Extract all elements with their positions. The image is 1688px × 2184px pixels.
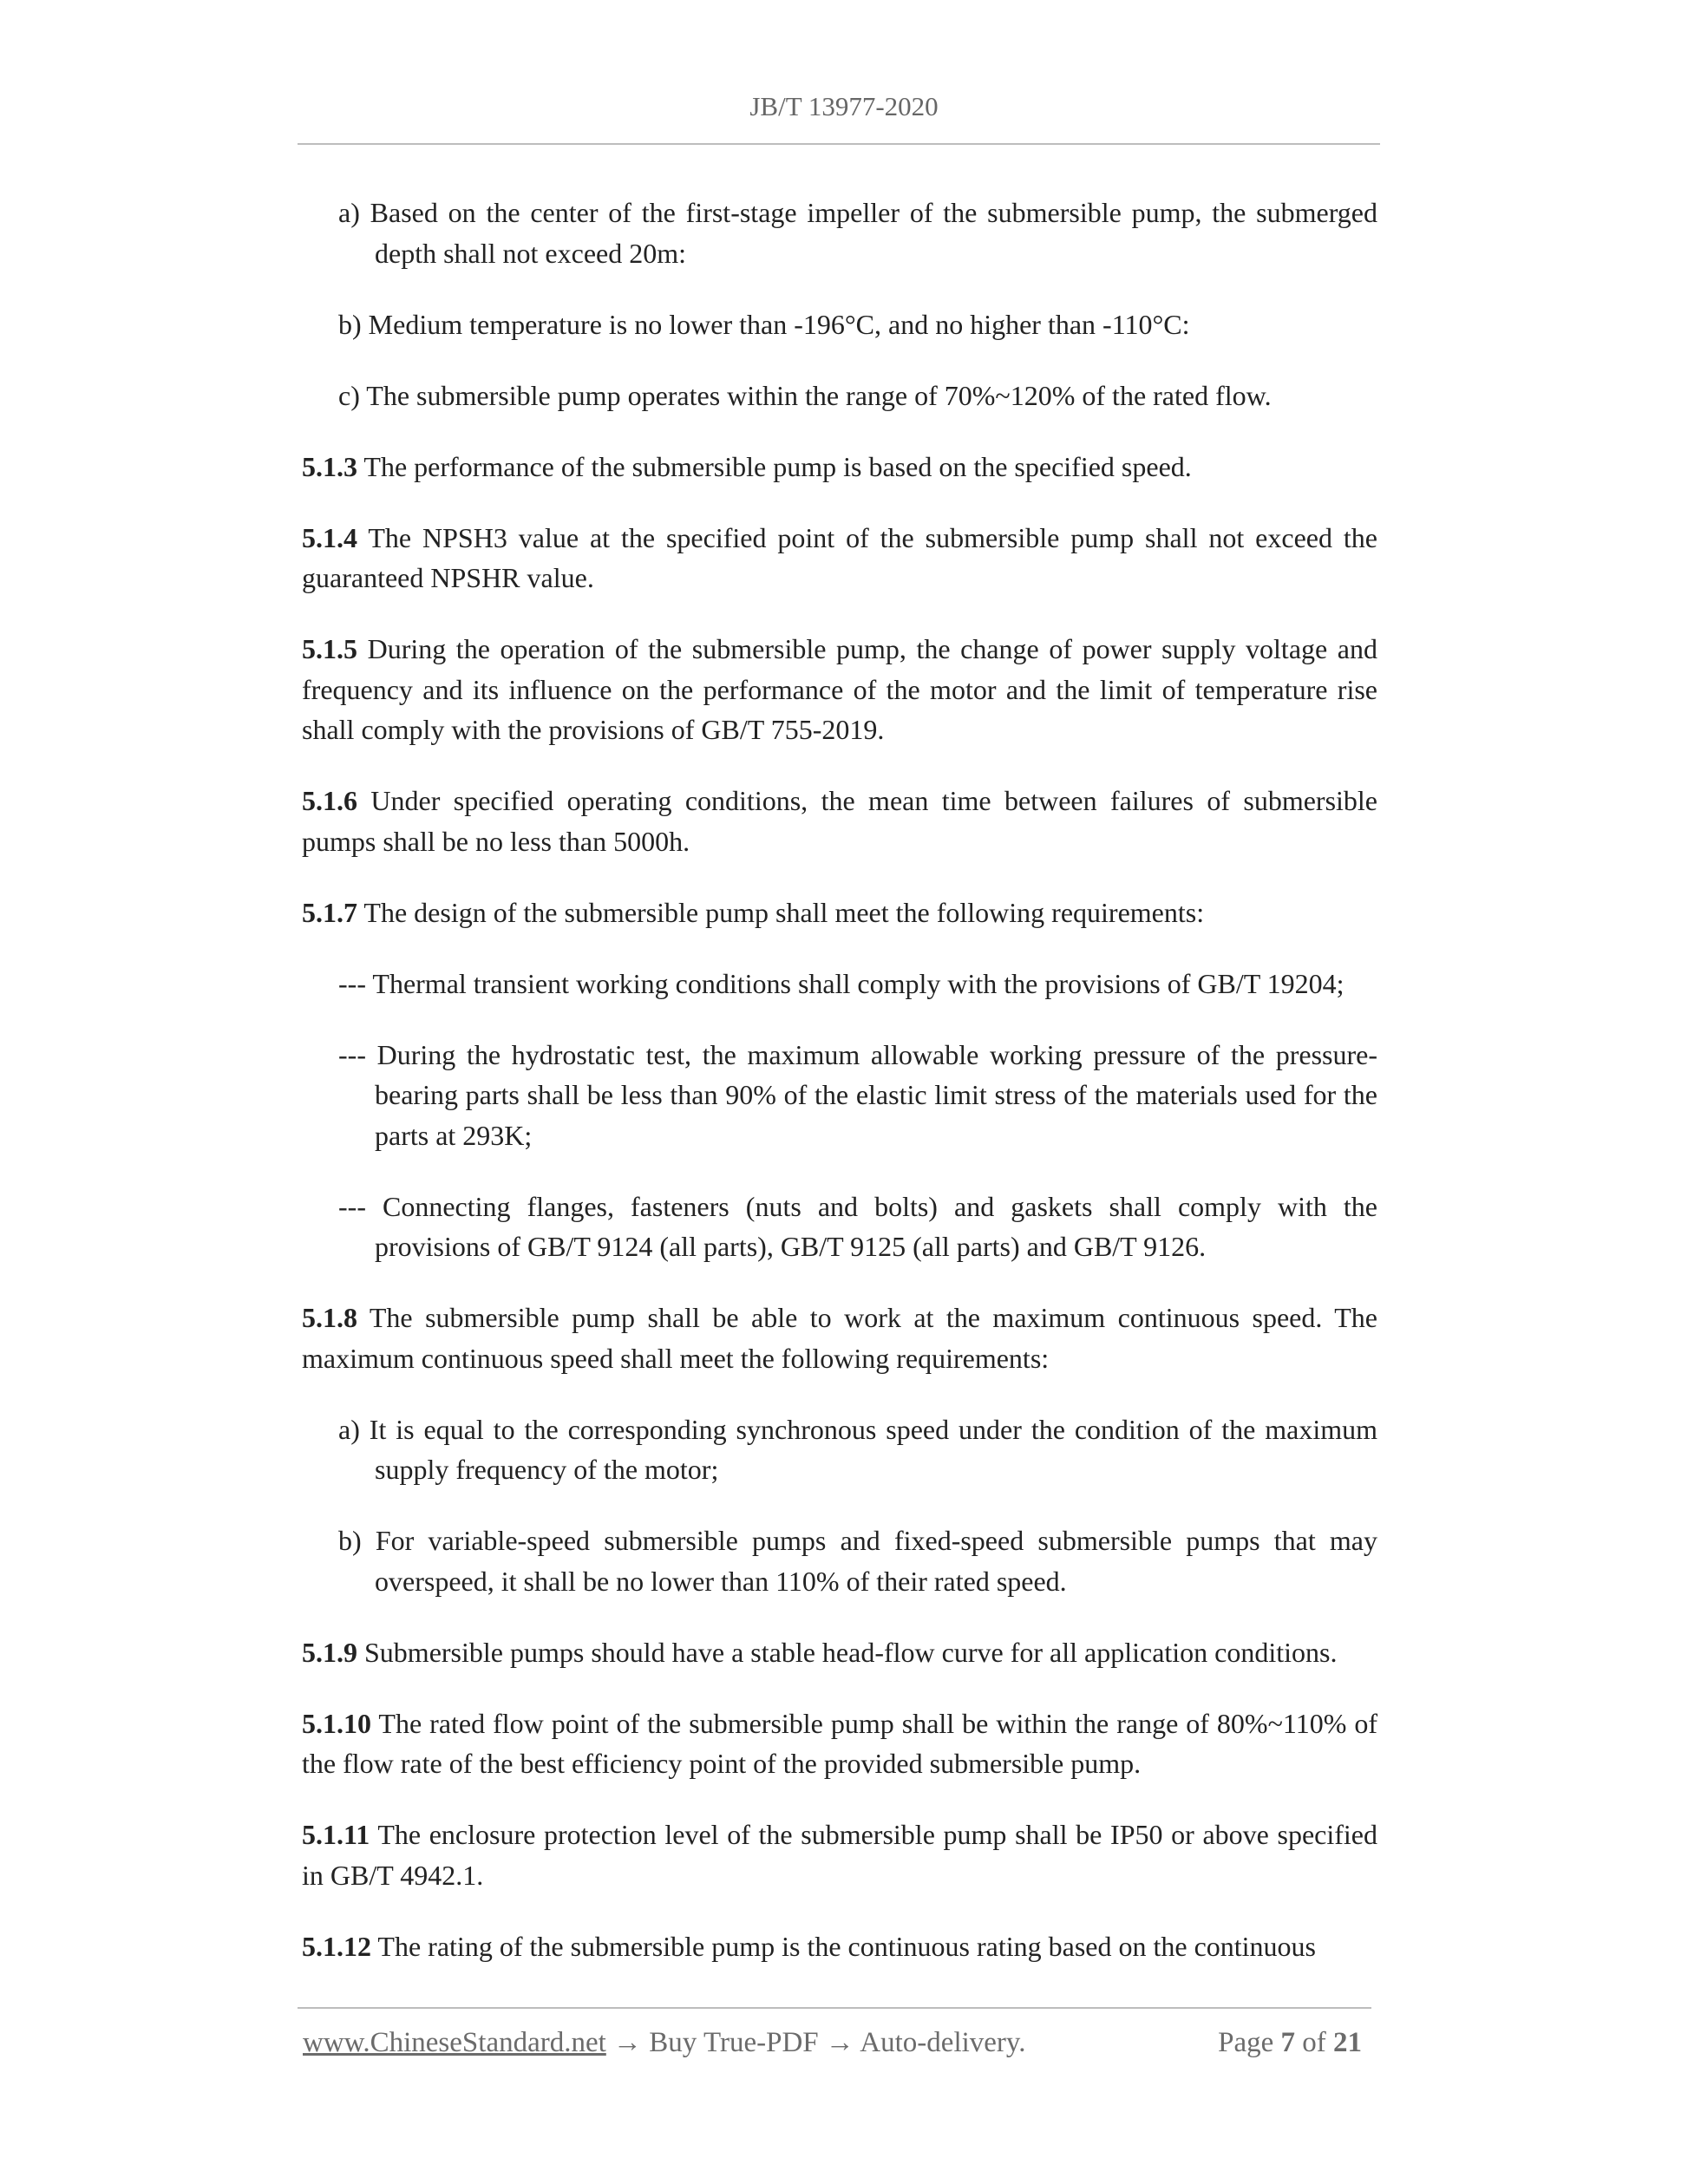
clause-5-1-7: 5.1.7 The design of the submersible pump shall meet the following requirements: xyxy=(302,896,1205,928)
total-pages: 21 xyxy=(1333,2027,1362,2058)
list-item: c) The submersible pump operates within the range of 70%~120% of the rated flow. xyxy=(338,379,1272,411)
clause-5-1-6: 5.1.6 Under specified operating conditions, the mean time between failures of submersible pumps shall be no less than 5000h. xyxy=(302,785,1378,857)
clause-number: 5.1.6 xyxy=(302,785,357,816)
clause-number: 5.1.5 xyxy=(302,633,357,664)
footer-tagline: → Buy True-PDF → Auto-delivery. xyxy=(605,2027,1026,2058)
list-item: a) Based on the center of the first-stage impeller of the submersible pump, the submerged depth shall not exceed 20m: xyxy=(338,197,1377,269)
clause-5-1-5: 5.1.5 During the operation of the submersible pump, the change of power supply voltage and frequency and its influence on the performance of the motor and the limit of temperature rise shall comply with the provisions of GB/T 755-2019. xyxy=(302,633,1378,745)
clause-number: 5.1.4 xyxy=(302,521,357,553)
clause-5-1-9: 5.1.9 Submersible pumps should have a stable head-flow curve for all application conditions. xyxy=(302,1636,1338,1668)
header-divider xyxy=(298,143,1380,145)
clause-number: 5.1.12 xyxy=(302,1930,371,1962)
clause-5-1-4: 5.1.4 The NPSH3 value at the specified point of the submersible pump shall not exceed the guaranteed NPSHR value. xyxy=(302,521,1378,593)
clause-number: 5.1.3 xyxy=(302,450,357,482)
document-header-title: JB/T 13977-2020 xyxy=(749,91,939,121)
footer-divider xyxy=(298,2007,1371,2009)
clause-number: 5.1.7 xyxy=(302,896,357,928)
clause-5-1-12: 5.1.12 The rating of the submersible pump is the continuous rating based on the continuous xyxy=(302,1930,1316,1962)
list-item: a) It is equal to the corresponding synchronous speed under the condition of the maximum supply frequency of the motor; xyxy=(338,1413,1377,1485)
list-item: --- Thermal transient working conditions shall comply with the provisions of GB/T 19204; xyxy=(338,967,1345,999)
clause-5-1-3: 5.1.3 The performance of the submersible pump is based on the specified speed. xyxy=(302,450,1192,482)
clause-number: 5.1.8 xyxy=(302,1302,357,1333)
current-page: 7 xyxy=(1280,2027,1295,2058)
website-link[interactable]: www.ChineseStandard.net xyxy=(303,2027,606,2058)
footer-promo xyxy=(303,2027,1026,2059)
list-item: --- Connecting flanges, fasteners (nuts and bolts) and gaskets shall comply with the provisions of GB/T 9124 (all parts), GB/T 9125 (all parts) and GB/T 9126. xyxy=(338,1190,1377,1262)
document-body xyxy=(302,193,1377,1998)
clause-number: 5.1.9 xyxy=(302,1636,357,1668)
clause-5-1-11: 5.1.11 The enclosure protection level of the submersible pump shall be IP50 or above specified in GB/T 4942.1. xyxy=(302,1819,1378,1891)
clause-5-1-8: 5.1.8 The submersible pump shall be able to work at the maximum continuous speed. The maximum continuous speed shall meet the following requirements: xyxy=(302,1302,1378,1374)
clause-number: 5.1.10 xyxy=(302,1707,371,1739)
clause-number: 5.1.11 xyxy=(302,1819,370,1850)
page-number: Page 7 of 21 xyxy=(1218,2027,1362,2058)
clause-5-1-10: 5.1.10 The rated flow point of the submersible pump shall be within the range of 80%~110% of the flow rate of the best efficiency point of the provided submersible pump. xyxy=(302,1707,1378,1779)
list-item: b) For variable-speed submersible pumps and fixed-speed submersible pumps that may overspeed, it shall be no lower than 110% of their rated speed. xyxy=(338,1525,1377,1597)
list-item: --- During the hydrostatic test, the maximum allowable working pressure of the pressure-bearing parts shall be less than 90% of the elastic limit stress of the materials used for the parts at 293K; xyxy=(338,1038,1377,1151)
list-item: b) Medium temperature is no lower than -196°C, and no higher than -110°C: xyxy=(338,308,1190,340)
